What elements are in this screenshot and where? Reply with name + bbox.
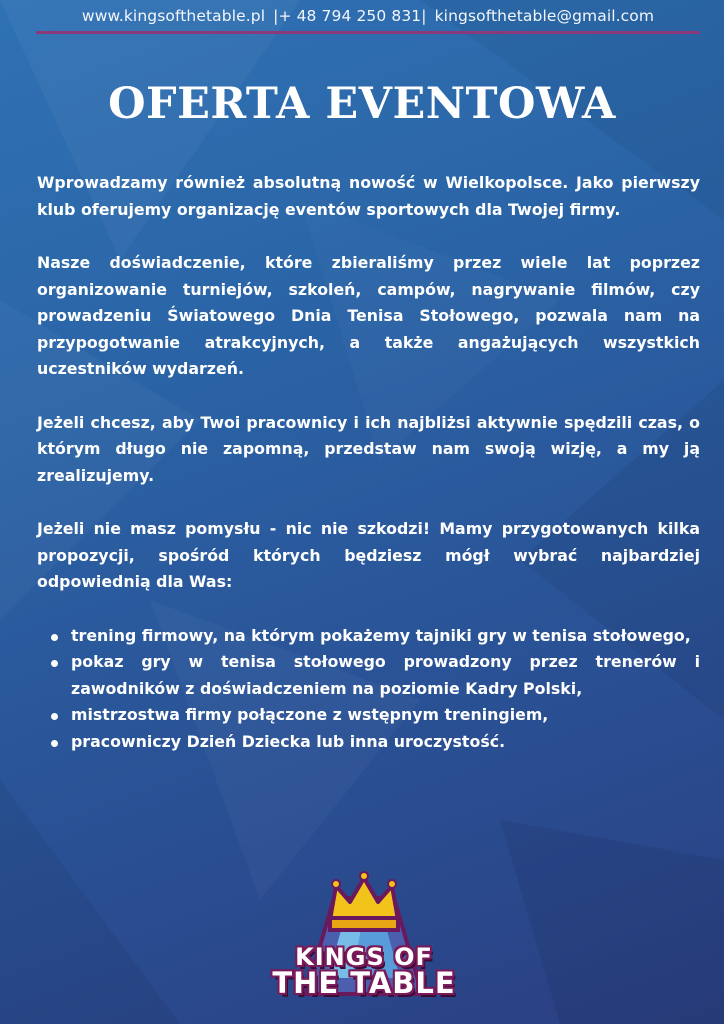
- list-item-text: pokaz gry w tenisa stołowego prowadzony przez trenerów i zawodników z doświadczeniem na poziomie Kadry Polski,: [71, 652, 700, 698]
- intro-paragraph: Wprowadzamy również absolutną nowość w Wielkopolsce. Jako pierwszy klub oferujemy organizację eventów sportowych dla Twojej firmy.: [37, 173, 700, 219]
- phone-number: |+ 48 794 250 831|: [273, 7, 427, 25]
- contact-divider: [36, 31, 700, 34]
- offer-body: [37, 170, 700, 755]
- offer-list: [37, 623, 700, 756]
- list-item-text: mistrzostwa firmy połączone z wstępnym treningiem,: [71, 705, 549, 724]
- bullet-icon: [51, 634, 58, 641]
- email-link[interactable]: kingsofthetable@gmail.com: [434, 7, 655, 25]
- page-title: OFERTA EVENTOWA: [108, 79, 616, 129]
- list-item: [37, 729, 700, 756]
- logo-text-bottom: THE TABLE: [272, 966, 456, 1000]
- kings-of-the-table-logo: [272, 868, 456, 1003]
- proposals-paragraph: Jeżeli nie masz pomysłu - nic nie szkodzi! Mamy przygotowanych kilka propozycji, spośród których będziesz mógł wybrać najbardziej odpowiednią dla Was:: [37, 519, 700, 591]
- experience-paragraph: Nasze doświadczenie, które zbieraliśmy przez wiele lat poprzez organizowanie turniejów, szkoleń, campów, nagrywanie filmów, czy prowadzeniu Światowego Dnia Tenisa Stołowego, pozwala nam na przypogotwanie atrakcyjnych, a także angażujących wszystkich uczestników wydarzeń.: [37, 253, 700, 378]
- bullet-icon: [51, 660, 58, 667]
- list-item-text: pracowniczy Dzień Dziecka lub inna uroczystość.: [71, 731, 506, 751]
- bullet-icon: [51, 740, 58, 747]
- list-item: [37, 702, 700, 729]
- website-link[interactable]: www.kingsofthetable.pl: [81, 7, 266, 25]
- list-item-text: trening firmowy, na którym pokażemy tajniki gry w tenisa stołowego,: [71, 625, 691, 645]
- bullet-icon: [51, 713, 58, 720]
- vision-paragraph: Jeżeli chcesz, aby Twoi pracownicy i ich najbliżsi aktywnie spędzili czas, o którym długo nie zapomną, przedstaw nam swoją wizję, a my ją zrealizujemy.: [37, 412, 700, 485]
- logo-text-top: KINGS OF: [295, 943, 433, 971]
- list-item: [37, 623, 700, 650]
- list-item: [37, 649, 700, 702]
- contact-bar: [36, 5, 700, 27]
